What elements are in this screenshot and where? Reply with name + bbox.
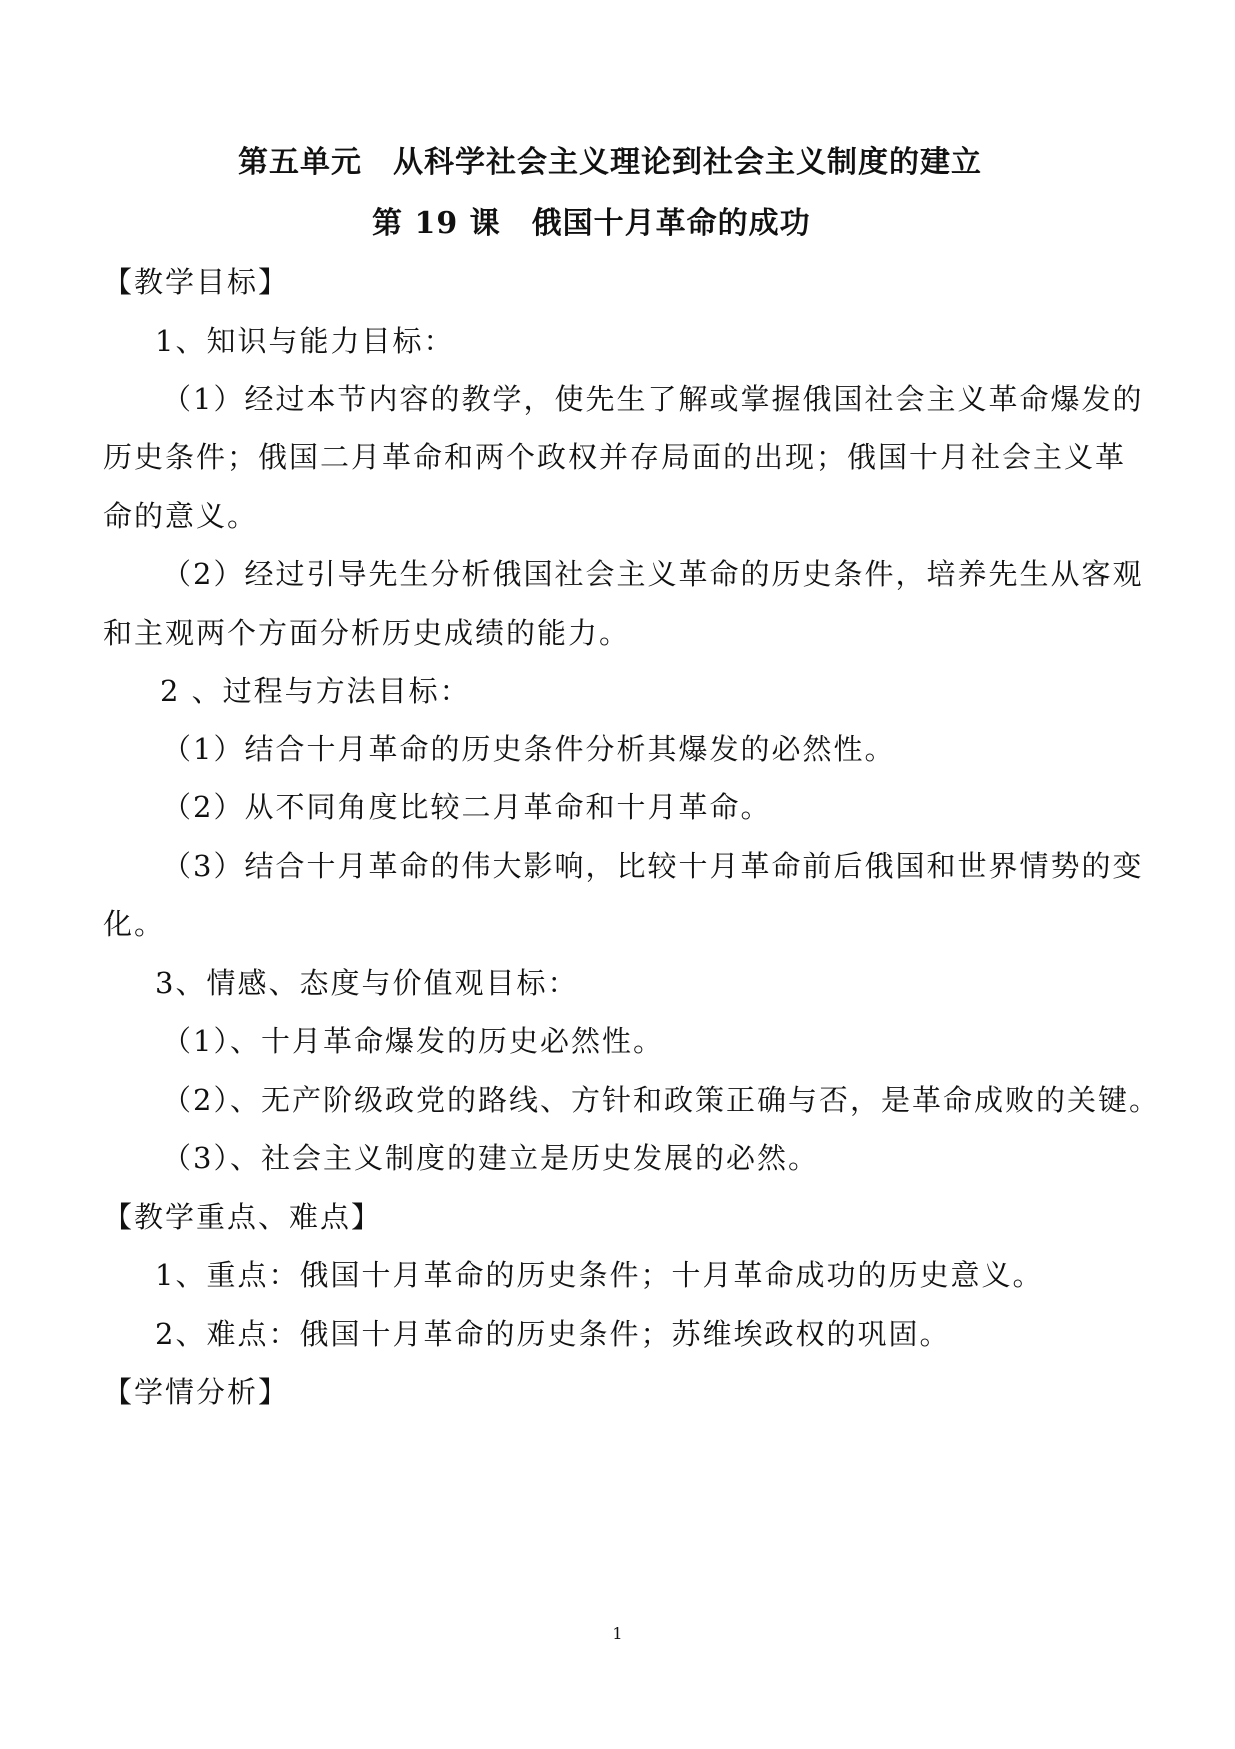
keypoint-1: 1、重点：俄国十月革命的历史条件；十月革命成功的历史意义。 xyxy=(155,1258,1044,1292)
objective-3-heading: 3、情感、态度与价值观目标： xyxy=(155,966,579,1000)
objective-1-heading: 1、知识与能力目标： xyxy=(155,324,455,358)
objective-2-heading: 2 、过程与方法目标： xyxy=(160,674,471,708)
objective-1-paragraph-2-line-1: （2）经过引导先生分析俄国社会主义革命的历史条件，培养先生从客观 xyxy=(162,557,1144,591)
objectives-heading: 【教学目标】 xyxy=(103,265,290,299)
objective-3-paragraph-3: （3）、社会主义制度的建立是历史发展的必然。 xyxy=(162,1141,819,1175)
lesson-title: 第 19 课 俄国十月革命的成功 xyxy=(372,206,811,241)
analysis-heading: 【学情分析】 xyxy=(103,1375,290,1409)
objective-3-paragraph-1: （1）、十月革命爆发的历史必然性。 xyxy=(162,1024,664,1058)
objective-2-paragraph-3-line-2: 化。 xyxy=(103,907,166,941)
objective-1-paragraph-1-line-1: （1）经过本节内容的教学，使先生了解或掌握俄国社会主义革命爆发的 xyxy=(162,382,1144,416)
objective-2-paragraph-3-line-1: （3）结合十月革命的伟大影响，比较十月革命前后俄国和世界情势的变 xyxy=(162,849,1144,883)
keypoints-heading: 【教学重点、难点】 xyxy=(103,1200,383,1234)
objective-1-paragraph-1-line-3: 命的意义。 xyxy=(103,499,259,533)
unit-title: 第五单元 从科学社会主义理论到社会主义制度的建立 xyxy=(238,145,982,180)
keypoint-2: 2、难点：俄国十月革命的历史条件；苏维埃政权的巩固。 xyxy=(155,1317,951,1351)
objective-2-paragraph-2: （2）从不同角度比较二月革命和十月革命。 xyxy=(162,790,772,824)
objective-1-paragraph-1-line-2: 历史条件；俄国二月革命和两个政权并存局面的出现；俄国十月社会主义革 xyxy=(103,440,1127,474)
page-number: 1 xyxy=(612,1624,623,1643)
objective-3-paragraph-2: （2）、无产阶级政党的路线、方针和政策正确与否，是革命成败的关键。 xyxy=(162,1083,1160,1117)
objective-2-paragraph-1: （1）结合十月革命的历史条件分析其爆发的必然性。 xyxy=(162,732,896,766)
objective-1-paragraph-2-line-2: 和主观两个方面分析历史成绩的能力。 xyxy=(103,616,631,650)
